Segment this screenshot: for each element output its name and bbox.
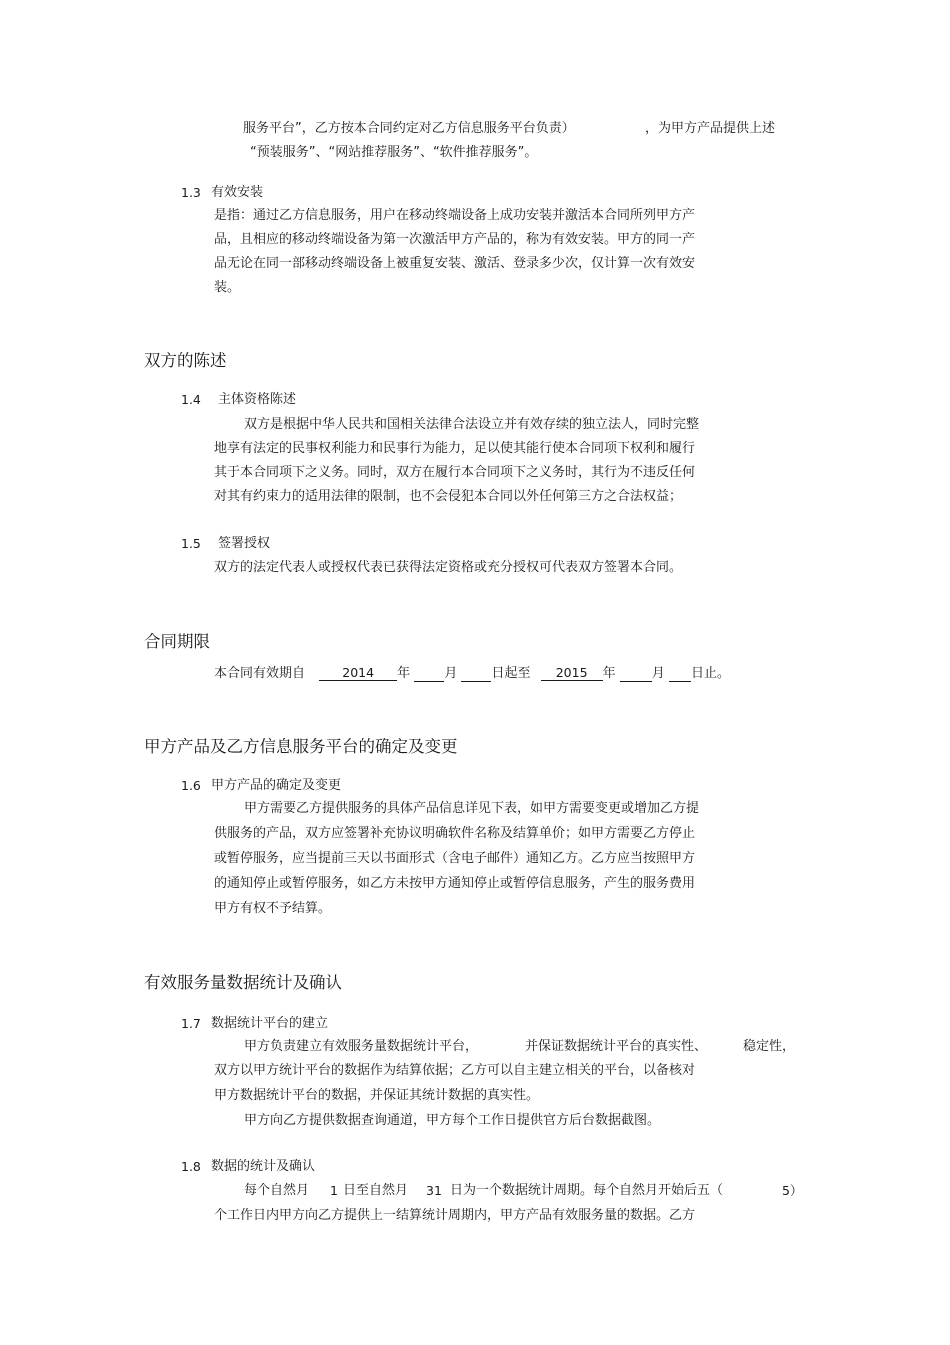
section-1-7-line-1a: 甲方负责建立有效服务量数据统计平台， — [244, 1039, 479, 1054]
section-1-4-line: 地享有法定的民事权利能力和民事行为能力，足以使其能行使本合同项下权利和履行 — [214, 441, 696, 456]
section-1-6-line: 供服务的产品，双方应签署补充协议明确软件名称及结算单价；如甲方需要乙方停止 — [214, 826, 696, 841]
section-1-8-number-5: 5） — [782, 1183, 803, 1198]
section-1-3-line: 品，且相应的移动终端设备为第一次激活甲方产品的，称为有效安装。甲方的同一产 — [214, 232, 696, 247]
section-1-3-number: 1.3 — [181, 185, 201, 200]
section-1-7-title: 数据统计平台的建立 — [211, 1016, 329, 1031]
section-1-7-line: 甲方数据统计平台的数据，并保证其统计数据的真实性。 — [214, 1088, 540, 1103]
section-1-6-line: 或暂停服务，应当提前三天以书面形式（含电子邮件）通知乙方。乙方应当按照甲方 — [214, 851, 696, 866]
term-end-year: 2015 — [541, 665, 603, 681]
heading-stats: 有效服务量数据统计及确认 — [144, 973, 342, 992]
section-1-4-line: 对其有约束力的适用法律的限制，也不会侵犯本合同以外任何第三方之合法权益； — [214, 489, 683, 504]
term-start-day-blank — [461, 666, 491, 682]
section-1-3-line: 品无论在同一部移动终端设备上被重复安装、激活、登录多少次，仅计算一次有效安 — [214, 256, 696, 271]
section-1-3-line: 装。 — [214, 280, 241, 295]
term-end-day-blank — [669, 666, 691, 682]
term-line — [214, 665, 730, 682]
section-1-8-title: 数据的统计及确认 — [211, 1159, 316, 1174]
section-1-3-line: 是指：通过乙方信息服务，用户在移动终端设备上成功安装并激活本合同所列甲方产 — [214, 208, 696, 223]
section-1-5-number: 1.5 — [181, 536, 201, 551]
section-1-5-line: 双方的法定代表人或授权代表已获得法定资格或充分授权可代表双方签署本合同。 — [214, 560, 683, 575]
section-1-7-number: 1.7 — [181, 1016, 201, 1031]
section-1-8-line-1c: 日为一个数据统计周期。每个自然月开始后五（ — [450, 1183, 724, 1198]
term-start-month-blank — [414, 666, 444, 682]
heading-statements: 双方的陈述 — [144, 351, 227, 370]
section-1-7-line: 双方以甲方统计平台的数据作为结算依据；乙方可以自主建立相关的平台，以备核对 — [214, 1063, 696, 1078]
heading-term: 合同期限 — [144, 632, 210, 651]
section-1-4-line: 其于本合同项下之义务。同时，双方在履行本合同项下之义务时，其行为不违反任何 — [214, 465, 696, 480]
section-1-8-number: 1.8 — [181, 1159, 201, 1174]
term-from: 日起至 — [491, 666, 531, 681]
section-1-8-line-1a: 每个自然月 — [244, 1183, 310, 1198]
section-1-8-number-31: 31 — [426, 1183, 442, 1198]
intro-line-2: “预装服务”、“网站推荐服务”、“软件推荐服务”。 — [250, 145, 538, 160]
term-month-char-2: 月 — [651, 666, 665, 681]
intro-line-1b: ，为甲方产品提供上述 — [645, 121, 776, 136]
section-1-3-title: 有效安装 — [211, 185, 264, 200]
section-1-6-title: 甲方产品的确定及变更 — [211, 778, 342, 793]
section-1-8-line-2: 个工作日内甲方向乙方提供上一结算统计周期内，甲方产品有效服务量的数据。乙方 — [214, 1208, 696, 1223]
section-1-4-title: 主体资格陈述 — [218, 392, 297, 407]
intro-line-1a: 服务平台”，乙方按本合同约定对乙方信息服务平台负责） — [243, 121, 575, 136]
term-end-month-blank — [620, 666, 652, 682]
section-1-8-number-1: 1 — [330, 1183, 338, 1198]
section-1-4-line: 双方是根据中华人民共和国相关法律合法设立并有效存续的独立法人，同时完整 — [244, 417, 700, 432]
term-end: 日止。 — [690, 666, 730, 681]
heading-products: 甲方产品及乙方信息服务平台的确定及变更 — [144, 737, 458, 756]
section-1-7-line-1b: 并保证数据统计平台的真实性、 — [525, 1039, 708, 1054]
section-1-6-line: 的通知停止或暂停服务，如乙方未按甲方通知停止或暂停信息服务，产生的服务费用 — [214, 876, 696, 891]
term-year-char: 年 — [397, 666, 411, 681]
section-1-6-number: 1.6 — [181, 778, 201, 793]
section-1-6-line: 甲方需要乙方提供服务的具体产品信息详见下表，如甲方需要变更或增加乙方提 — [244, 801, 700, 816]
term-month-char: 月 — [444, 666, 458, 681]
section-1-4-number: 1.4 — [181, 392, 201, 407]
term-year-char-2: 年 — [602, 666, 616, 681]
section-1-7-line-4: 甲方向乙方提供数据查询通道，甲方每个工作日提供官方后台数据截图。 — [244, 1113, 661, 1128]
section-1-8-line-1b: 日至自然月 — [343, 1183, 409, 1198]
section-1-7-line-1c: 稳定性， — [743, 1039, 796, 1054]
term-prefix: 本合同有效期自 — [214, 666, 306, 681]
section-1-5-title: 签署授权 — [218, 536, 271, 551]
term-start-year: 2014 — [319, 665, 397, 681]
section-1-6-line: 甲方有权不予结算。 — [214, 901, 332, 916]
